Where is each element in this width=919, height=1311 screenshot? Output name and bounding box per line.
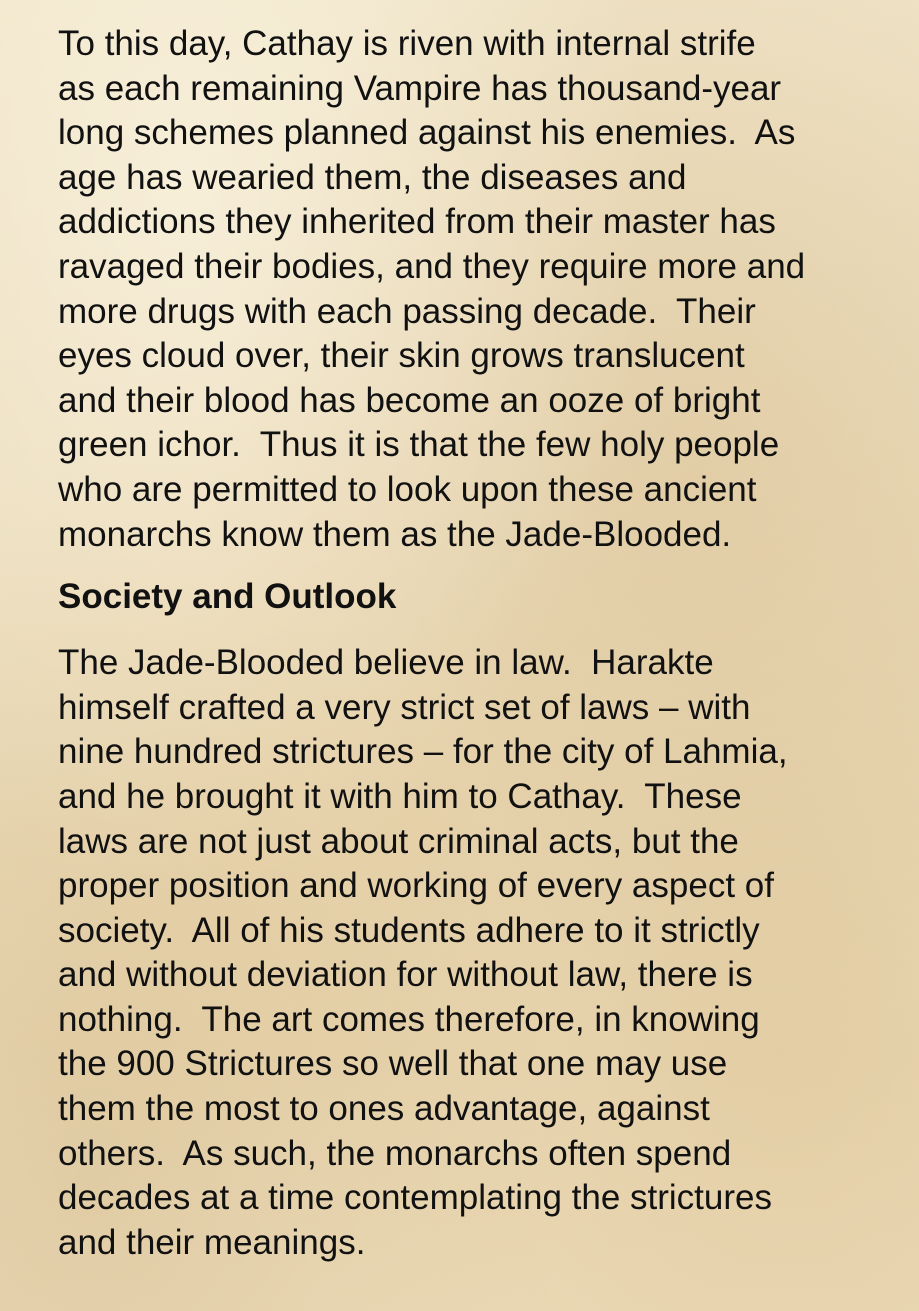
text-line: To this day, Cathay is riven with internal strife	[58, 24, 756, 63]
text-line: more drugs with each passing decade. Their	[58, 291, 756, 331]
text-line: nothing. The art comes therefore, in knowing	[58, 999, 760, 1039]
section-heading: Society and Outlook	[58, 577, 397, 617]
text-line: and he brought it with him to Cathay. These	[58, 776, 742, 816]
text-line: eyes cloud over, their skin grows translucent	[58, 336, 745, 376]
text-line: age has wearied them, the diseases and	[58, 157, 687, 197]
text-line: laws are not just about criminal acts, but the	[58, 821, 739, 861]
text-line: and their blood has become an ooze of bright	[58, 380, 761, 420]
text-line: the 900 Strictures so well that one may use	[58, 1044, 728, 1084]
text-line: who are permitted to look upon these ancient	[58, 469, 757, 509]
text-line: long schemes planned against his enemies. As	[58, 113, 796, 153]
text-line: and their meanings.	[58, 1222, 366, 1262]
paragraph-jade-blooded-origin	[58, 22, 903, 557]
text-line: addictions they inherited from their master has	[58, 202, 776, 242]
text-line: himself crafted a very strict set of laws – with	[58, 687, 751, 727]
text-line: monarchs know them as the Jade-Blooded.	[58, 514, 732, 554]
text-line: and without deviation for without law, there is	[58, 955, 753, 995]
text-line: society. All of his students adhere to it strictly	[58, 910, 760, 950]
text-line: them the most to ones advantage, against	[58, 1089, 710, 1129]
text-line: The Jade-Blooded believe in law. Harakte	[58, 643, 714, 683]
text-line: decades at a time contemplating the strictures	[58, 1178, 772, 1218]
text-line: nine hundred strictures – for the city of Lahmia,	[58, 732, 788, 772]
text-line: as each remaining Vampire has thousand-year	[58, 68, 782, 108]
document-body	[58, 22, 903, 1283]
paragraph-society-law	[58, 641, 903, 1265]
text-line: green ichor. Thus it is that the few holy people	[58, 425, 780, 465]
text-line: others. As such, the monarchs often spend	[58, 1133, 732, 1173]
text-line: ravaged their bodies, and they require more and	[58, 246, 806, 286]
text-line: proper position and working of every aspect of	[58, 866, 774, 906]
